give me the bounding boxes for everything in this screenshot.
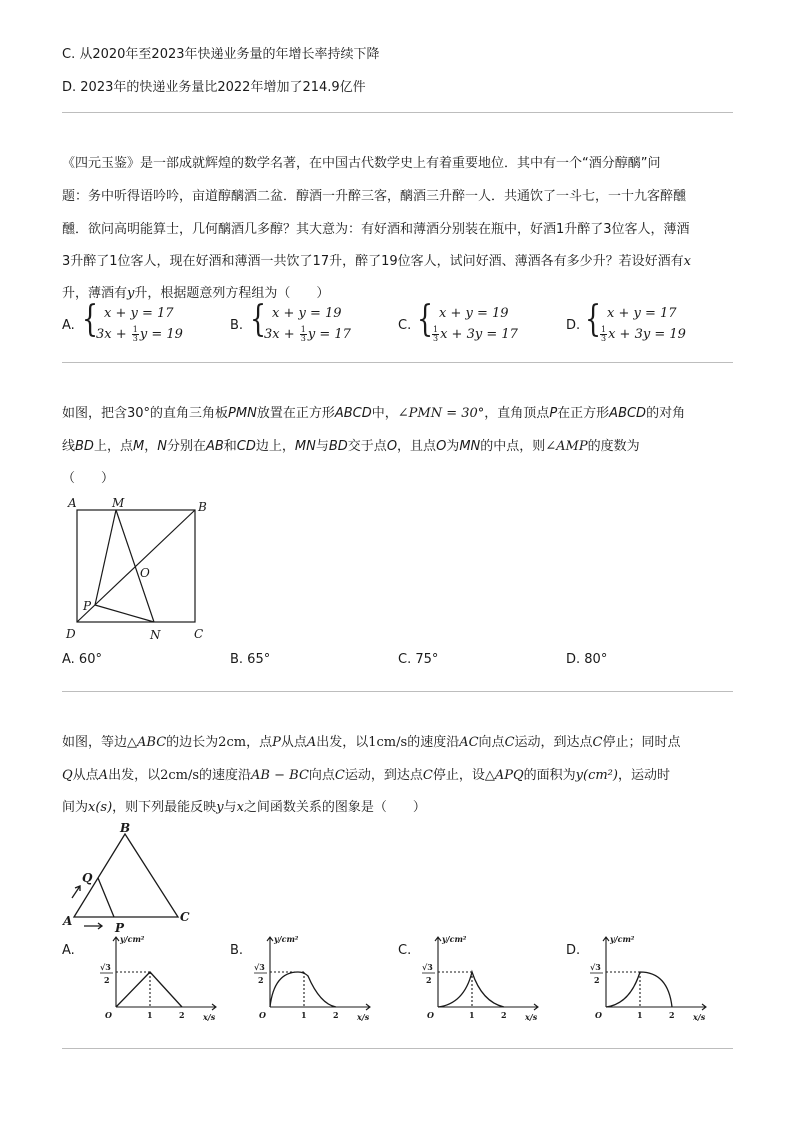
q1-option-b-system: { x + y = 19 3x + $\frac{1}{3}$ y = 17 <box>250 299 351 343</box>
q2-option-a[interactable]: A. 60° <box>62 652 102 667</box>
label-p: P <box>83 599 92 613</box>
svg-text:x/s: x/s <box>525 1012 538 1022</box>
q1-line: 升，薄酒有y升，根据题意列方程组为（ ） <box>62 286 330 301</box>
divider <box>62 691 733 692</box>
label-d: D <box>66 627 76 641</box>
option-d-text: D. 2023年的快递业务量比2022年增加了214.9亿件 <box>62 80 366 95</box>
q3-option-a[interactable]: A. <box>62 943 75 958</box>
svg-text:√3: √3 <box>100 962 111 972</box>
option-c-text: C. 从2020年至2023年快递业务量的年增长率持续下降 <box>62 47 380 62</box>
svg-text:O: O <box>427 1010 434 1020</box>
q1-option-c-system: { x + y = 19 $\frac{1}{3}$ x + 3y = 17 <box>417 299 518 343</box>
label-p: P <box>115 921 125 934</box>
q1-option-d[interactable]: D. <box>566 318 581 333</box>
svg-text:1: 1 <box>637 1010 643 1020</box>
q2-line: （ ） <box>62 471 115 486</box>
curve <box>438 972 504 1007</box>
label-b: B <box>120 822 131 835</box>
label-o: O <box>140 566 150 580</box>
graph-c[interactable] <box>422 932 547 1024</box>
label-a: A <box>68 496 77 510</box>
svg-text:√3: √3 <box>422 962 433 972</box>
label-c: C <box>194 627 204 641</box>
svg-text:2: 2 <box>258 975 264 985</box>
q1-line: 题：务中听得语吟吟，亩道醇醨酒二盆．醇酒一升醉三客，醨酒三升醉一人．共通饮了一斗七，一十九客醉醺 <box>62 189 687 204</box>
q1-option-d-system: { x + y = 17 $\frac{1}{3}$ x + 3y = 19 <box>585 299 686 343</box>
label-q: Q <box>82 871 93 885</box>
q1-line: 醺．欲问高明能算士，几何醨酒几多醇？其大意为：有好酒和薄酒分别装在瓶中，好酒1升醉了3位客人，薄酒 <box>62 222 690 237</box>
curve <box>270 972 336 1007</box>
svg-text:x/s: x/s <box>693 1012 706 1022</box>
svg-text:√3: √3 <box>254 962 265 972</box>
svg-text:O: O <box>595 1010 602 1020</box>
svg-text:2: 2 <box>426 975 432 985</box>
label-b: B <box>198 500 207 514</box>
svg-text:O: O <box>105 1010 112 1020</box>
q1-line: 《四元玉鉴》是一部成就辉煌的数学名著，在中国古代数学史上有着重要地位．其中有一个“酒分醇醨”问 <box>62 156 661 171</box>
divider <box>62 362 733 363</box>
svg-text:1: 1 <box>469 1010 475 1020</box>
svg-text:x/s: x/s <box>357 1012 370 1022</box>
svg-text:2: 2 <box>669 1010 675 1020</box>
q3-option-b[interactable]: B. <box>230 943 244 958</box>
q2-line: 如图，把含30°的直角三角板PMN放置在正方形ABCD中，∠PMN = 30°，直角顶点P在正方形ABCD的对角 <box>62 406 686 421</box>
svg-text:y/cm²: y/cm² <box>274 934 299 944</box>
q2-option-b[interactable]: B. 65° <box>230 652 271 667</box>
q3-line: 如图，等边△ABC的边长为2cm，点P从点A出发，以1cm/s的速度沿AC向点C运动，到达点C停止；同时点 <box>62 735 681 750</box>
q1-option-a[interactable]: A. <box>62 318 75 333</box>
svg-text:√3: √3 <box>590 962 601 972</box>
label-c: C <box>180 910 190 924</box>
svg-text:y/cm²: y/cm² <box>120 934 145 944</box>
q1-option-b[interactable]: B. <box>230 318 244 333</box>
graph-b[interactable] <box>254 932 379 1024</box>
svg-text:x/s: x/s <box>203 1012 216 1022</box>
label-m: M <box>112 496 125 510</box>
svg-text:2: 2 <box>501 1010 507 1020</box>
q3-option-d[interactable]: D. <box>566 943 581 958</box>
label-n: N <box>150 628 161 642</box>
graph-a[interactable] <box>100 932 225 1024</box>
q1-option-c[interactable]: C. <box>398 318 412 333</box>
q2-option-d[interactable]: D. 80° <box>566 652 608 667</box>
q2-line: 线BD上，点M，N分别在AB和CD边上，MN与BD交于点O，且点O为MN的中点，则∠AMP的度数为 <box>62 439 640 454</box>
svg-text:O: O <box>259 1010 266 1020</box>
q1-line: 3升醉了1位客人，现在好酒和薄酒一共饮了17升，醉了19位客人，试问好酒、薄酒各有多少升？若设好酒有x <box>62 254 691 269</box>
segment-qp <box>98 878 114 917</box>
graph-d[interactable] <box>590 932 715 1024</box>
curve <box>116 972 182 1007</box>
q3-line: Q从点A出发，以2cm/s的速度沿AB − BC向点C运动，到达点C停止，设△APQ的面积为y(cm²)，运动时 <box>62 768 670 783</box>
svg-text:y/cm²: y/cm² <box>610 934 635 944</box>
svg-text:2: 2 <box>179 1010 185 1020</box>
segment-mp <box>95 510 116 605</box>
svg-text:2: 2 <box>333 1010 339 1020</box>
q1-option-a-system: { x + y = 17 3x + $\frac{1}{3}$ y = 19 <box>82 299 183 343</box>
svg-text:1: 1 <box>147 1010 153 1020</box>
divider <box>62 112 733 113</box>
divider <box>62 1048 733 1049</box>
q3-option-c[interactable]: C. <box>398 943 412 958</box>
label-a: A <box>63 914 73 928</box>
svg-text:y/cm²: y/cm² <box>442 934 467 944</box>
q3-triangle-figure <box>60 822 210 934</box>
curve <box>606 972 672 1007</box>
svg-text:2: 2 <box>104 975 110 985</box>
q2-square-figure <box>62 493 222 643</box>
svg-text:2: 2 <box>594 975 600 985</box>
q2-option-c[interactable]: C. 75° <box>398 652 439 667</box>
q3-line: 间为x(s)，则下列最能反映y与x之间函数关系的图象是（ ） <box>62 800 426 815</box>
diagonal-bd <box>77 510 195 622</box>
svg-text:1: 1 <box>301 1010 307 1020</box>
segment-pn <box>95 605 154 622</box>
